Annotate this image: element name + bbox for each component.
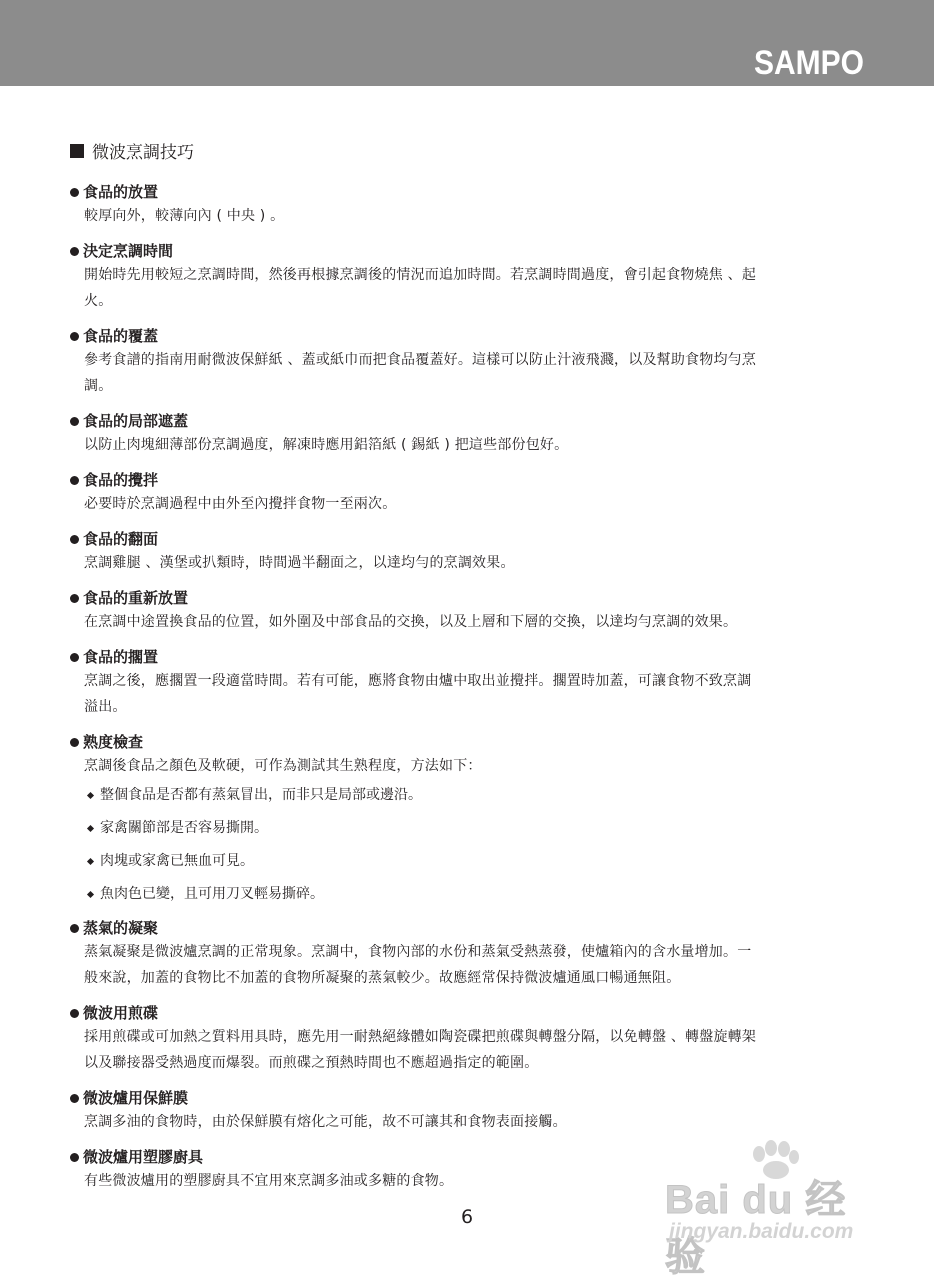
brand-logo: SAMPO: [753, 44, 864, 82]
header-bar: [0, 0, 934, 86]
tip-item: [70, 587, 860, 635]
tip-title-text: 食品的攪拌: [83, 471, 159, 489]
tip-body-line: 必要時於烹調過程中由外至內攪拌食物一至兩次。: [84, 496, 397, 512]
diamond-bullet-icon: [87, 791, 94, 798]
tip-title-text: 微波爐用塑膠廚具: [83, 1148, 204, 1166]
tip-body: [84, 939, 860, 991]
tip-title-text: 微波用煎碟: [83, 1004, 159, 1022]
check-method-item: [88, 851, 860, 871]
tip-item: [70, 731, 860, 904]
check-method-text: 整個食品是否都有蒸氣冒出，而非只是局部或邊沿。: [100, 787, 422, 803]
tip-title: [70, 181, 860, 203]
tip-title: [70, 528, 860, 550]
tip-body-line: 採用煎碟或可加熱之質料用具時，應先用一耐熱絕緣體如陶瓷碟把煎碟與轉盤分隔，以免轉盤 、轉盤旋轉架: [84, 1029, 757, 1045]
baidu-jingyan-watermark: [665, 1140, 885, 1279]
tip-title-text: 食品的放置: [83, 183, 159, 201]
tip-body: [84, 203, 860, 229]
tip-body-line: 蒸氣凝聚是微波爐烹調的正常現象。烹調中，食物內部的水份和蒸氣受熱蒸發，使爐箱內的含水量增加。一: [84, 944, 752, 960]
tip-item: [70, 469, 860, 517]
section-title-text: 微波烹調技巧: [92, 143, 194, 163]
tip-body-line: 火。: [84, 293, 113, 309]
tip-body-line: 烹調雞腿 、漢堡或扒類時，時間過半翻面之，以達均勻的烹調效果。: [84, 555, 515, 571]
tip-body-line: 溢出。: [84, 699, 127, 715]
tip-title-text: 食品的翻面: [83, 530, 159, 548]
tip-title-text: 食品的重新放置: [83, 589, 189, 607]
tip-body: [84, 550, 860, 576]
tip-body: [84, 491, 860, 517]
tip-item: [70, 181, 860, 229]
tip-body: [84, 262, 860, 314]
watermark-url-text: jingyan.baidu.com: [669, 1220, 854, 1243]
tip-title: [70, 731, 860, 753]
round-bullet-icon: [70, 1153, 79, 1162]
tip-body: [84, 753, 860, 779]
tip-body-line: 在烹調中途置換食品的位置，如外圍及中部食品的交換，以及上層和下層的交換，以達均勻烹調的效果。: [84, 614, 738, 630]
tip-title-text: 熟度檢查: [83, 733, 144, 751]
tip-body: [84, 347, 860, 399]
round-bullet-icon: [70, 417, 79, 426]
check-method-text: 家禽關節部是否容易撕開。: [100, 820, 268, 836]
check-method-text: 肉塊或家禽已無血可見。: [100, 853, 254, 869]
section-title: [70, 138, 194, 163]
tip-title: [70, 1002, 860, 1024]
tip-body-line: 調。: [84, 378, 113, 394]
tip-item: [70, 646, 860, 720]
tip-body-line: 參考食譜的指南用耐微波保鮮紙 、蓋或紙巾而把食品覆蓋好。這樣可以防止汁液飛濺，以及幫助食物均勻烹: [84, 352, 757, 368]
tip-title: [70, 410, 860, 432]
diamond-bullet-icon: [87, 890, 94, 897]
tip-body-line: 以防止肉塊細薄部份烹調過度，解凍時應用鋁箔紙 ( 錫紙 ) 把這些部份包好。: [84, 437, 569, 453]
tip-title-text: 食品的擱置: [83, 648, 159, 666]
tip-body: [84, 432, 860, 458]
tips-list: [70, 181, 860, 1205]
tip-title: [70, 587, 860, 609]
tip-body-line: 烹調後食品之顏色及軟硬，可作為測試其生熟程度，方法如下：: [84, 758, 482, 774]
tip-item: [70, 1087, 860, 1135]
tip-item: [70, 917, 860, 991]
tip-item: [70, 325, 860, 399]
tip-body: [84, 668, 860, 720]
round-bullet-icon: [70, 1009, 79, 1018]
round-bullet-icon: [70, 476, 79, 485]
tip-body-line: 以及聯接器受熱過度而爆裂。而煎碟之預熱時間也不應超過指定的範圍。: [84, 1055, 539, 1071]
check-method-text: 魚肉色已變，且可用刀叉輕易撕碎。: [100, 886, 324, 902]
round-bullet-icon: [70, 738, 79, 747]
tip-title-text: 決定烹調時間: [83, 242, 174, 260]
round-bullet-icon: [70, 1094, 79, 1103]
tip-item: [70, 1002, 860, 1076]
tip-title: [70, 646, 860, 668]
tip-body: [84, 1024, 860, 1076]
watermark-main-text: Bai du 经验: [665, 1178, 847, 1279]
tip-title-text: 微波爐用保鮮膜: [83, 1089, 189, 1107]
tip-body-line: 般來說，加蓋的食物比不加蓋的食物所凝聚的蒸氣較少。故應經常保持微波爐通風口暢通無阻。: [84, 970, 681, 986]
tip-title-text: 食品的覆蓋: [83, 327, 159, 345]
tip-item: [70, 528, 860, 576]
square-bullet-icon: [70, 144, 84, 158]
diamond-bullet-icon: [87, 824, 94, 831]
tip-title-text: 蒸氣的凝聚: [83, 919, 159, 937]
tip-body-line: 烹調之後，應擱置一段適當時間。若有可能，應將食物由爐中取出並攪拌。擱置時加蓋，可讓食物不致烹調: [84, 673, 752, 689]
tip-title: [70, 917, 860, 939]
check-method-item: [88, 785, 860, 805]
diamond-bullet-icon: [87, 857, 94, 864]
check-method-list: [88, 785, 860, 904]
round-bullet-icon: [70, 247, 79, 256]
round-bullet-icon: [70, 332, 79, 341]
round-bullet-icon: [70, 188, 79, 197]
tip-body: [84, 609, 860, 635]
tip-item: [70, 240, 860, 314]
tip-body-line: 烹調多油的食物時，由於保鮮膜有熔化之可能，故不可讓其和食物表面接觸。: [84, 1114, 567, 1130]
tip-body: [84, 1109, 860, 1135]
check-method-item: [88, 818, 860, 838]
tip-title: [70, 1087, 860, 1109]
tip-body-line: 有些微波爐用的塑膠廚具不宜用來烹調多油或多糖的食物。: [84, 1173, 454, 1189]
round-bullet-icon: [70, 535, 79, 544]
tip-item: [70, 410, 860, 458]
tip-body-line: 較厚向外，較薄向內 ( 中央 ) 。: [84, 208, 285, 224]
tip-title-text: 食品的局部遮蓋: [83, 412, 189, 430]
round-bullet-icon: [70, 653, 79, 662]
tip-title: [70, 469, 860, 491]
page-number: 6: [460, 1206, 474, 1228]
tip-body-line: 開始時先用較短之烹調時間，然後再根據烹調後的情況而追加時間。若烹調時間過度，會引起食物燒焦 、起: [84, 267, 757, 283]
check-method-item: [88, 884, 860, 904]
round-bullet-icon: [70, 924, 79, 933]
tip-title: [70, 240, 860, 262]
round-bullet-icon: [70, 594, 79, 603]
tip-title: [70, 325, 860, 347]
